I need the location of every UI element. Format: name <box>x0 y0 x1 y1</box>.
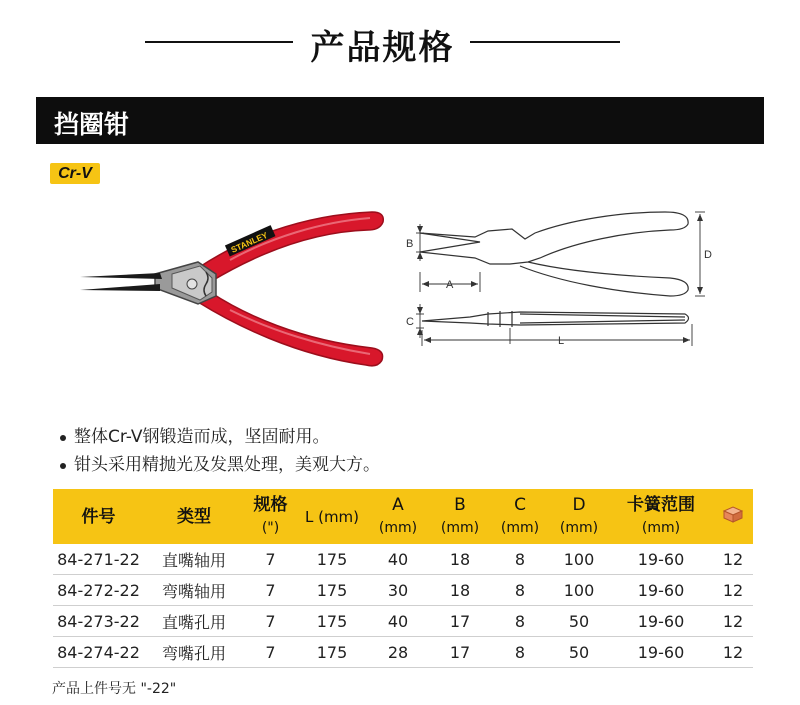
table-header-row <box>53 489 753 544</box>
dim-label-d: D <box>704 249 712 261</box>
header-rule-left <box>145 41 293 43</box>
footnote: 产品上件号无 "-22" <box>52 681 177 697</box>
dimension-diagram <box>400 200 710 350</box>
material-badge: Cr-V <box>50 163 100 184</box>
jaw-lower <box>80 284 160 291</box>
dim-label-a: A <box>446 279 454 291</box>
section-header <box>0 16 800 66</box>
table-row: 84-272-22 弯嘴轴用 7 175 30 18 8 100 19-60 12 <box>53 575 753 606</box>
col-circlip-range: 卡簧范围 (mm) <box>627 495 695 536</box>
col-b: B (mm) <box>440 495 480 536</box>
feature-item: 整体Cr-V钢锻造而成，坚固耐用。 <box>60 423 380 451</box>
col-pack-qty <box>713 489 753 544</box>
dim-label-l: L <box>558 335 565 347</box>
dim-label-c: C <box>406 316 414 328</box>
product-title-bar <box>36 97 764 144</box>
product-title: 挡圈钳 <box>54 110 130 139</box>
col-d: D (mm) <box>559 495 599 536</box>
col-c: C (mm) <box>500 495 540 536</box>
header-rule-right <box>470 41 620 43</box>
col-length: L (mm) <box>304 507 360 526</box>
feature-item: 钳头采用精抛光及发黑处理，美观大方。 <box>60 451 380 479</box>
dim-label-b: B <box>406 238 414 250</box>
brand-label: STANLEY <box>229 229 270 255</box>
box-icon <box>722 505 744 523</box>
pliers-photo <box>80 200 390 370</box>
col-part-number: 件号 <box>81 506 116 527</box>
table-row: 84-271-22 直嘴轴用 7 175 40 18 8 100 19-60 12 <box>53 544 753 575</box>
table-row: 84-274-22 弯嘴孔用 7 175 28 17 8 50 19-60 12 <box>53 637 753 668</box>
jaw-upper <box>80 273 162 279</box>
feature-list <box>60 423 380 479</box>
page-title: 产品规格 <box>310 28 455 68</box>
col-size: 规格 (") <box>253 495 288 536</box>
col-type: 类型 <box>177 506 211 527</box>
spec-table <box>53 489 753 668</box>
col-a: A (mm) <box>378 495 418 536</box>
lower-handle <box>198 292 383 366</box>
table-row: 84-273-22 直嘴孔用 7 175 40 17 8 50 19-60 12 <box>53 606 753 637</box>
